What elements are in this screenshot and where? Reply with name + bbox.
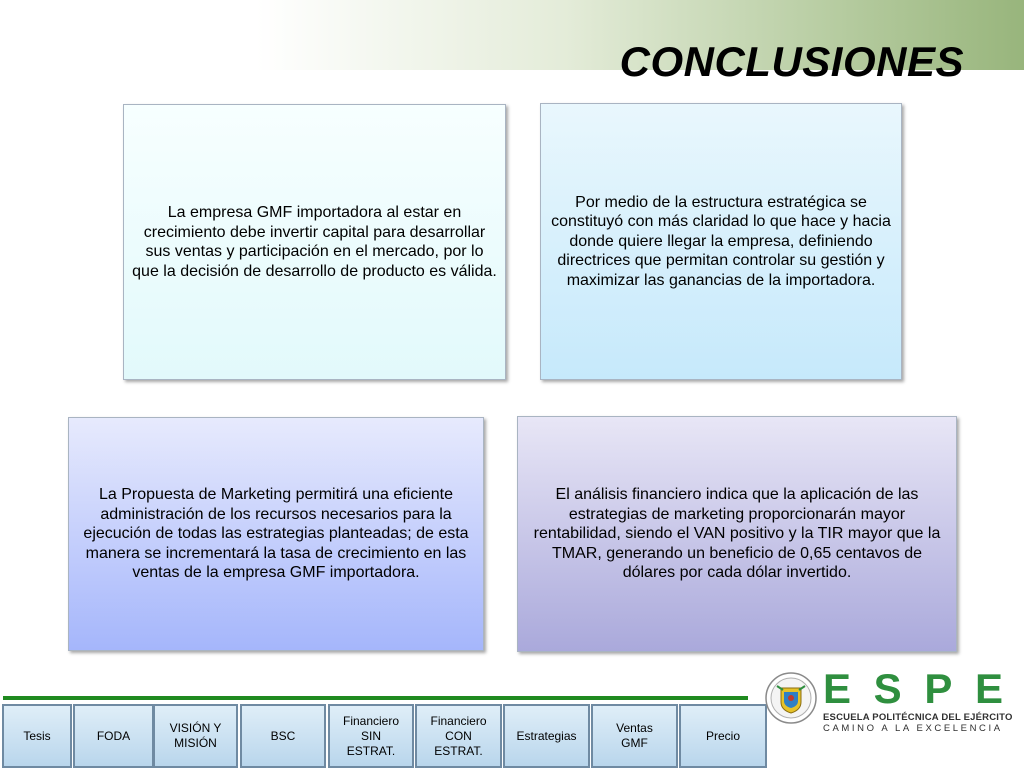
conclusion-box-marketing (68, 417, 484, 651)
espe-wordmark (823, 665, 1003, 712)
espe-letter: P (924, 665, 953, 712)
conclusion-box-strategy (540, 103, 902, 380)
conclusion-text: Por medio de la estructura estratégica se constituyó con más claridad lo que hace y hacia donde quiere llegar la empresa, definiendo directrices que permitan controlar su gestión y maximizar las ganancias de la importadora. (551, 193, 891, 289)
espe-institution-name: ESCUELA POLITÉCNICA DEL EJÉRCITO (823, 712, 1013, 723)
conclusion-box-financial (517, 416, 957, 652)
nav-button-label: Precio (705, 728, 740, 743)
conclusion-text: La Propuesta de Marketing permitirá una eficiente administración de los recursos necesarios para la ejecución de todas las estrategias planteadas; de esta manera se incrementará la tasa de crecimiento en las ventas de la empresa GMF importadora. (83, 486, 469, 582)
nav-button-label: Financiero SIN ESTRAT. (342, 713, 400, 758)
nav-button-precio[interactable] (679, 704, 767, 768)
nav-button-label: Estrategias (516, 728, 577, 743)
espe-letter: E (974, 665, 1003, 712)
nav-button-estrategias[interactable] (503, 704, 590, 768)
espe-letter: E (823, 665, 852, 712)
nav-button-label: Financiero CON ESTRAT. (430, 713, 487, 758)
nav-button-ventas-gmf[interactable] (591, 704, 678, 768)
nav-button-label: BSC (270, 728, 296, 743)
nav-button-label: Ventas GMF (616, 721, 653, 750)
nav-button-vision-mision[interactable] (153, 704, 238, 768)
conclusion-box-growth (123, 104, 506, 380)
espe-logo (765, 665, 1020, 738)
conclusion-text: El análisis financiero indica que la aplicación de las estrategias de marketing proporcionarán mayor rentabilidad, siendo el VAN positivo y la TIR mayor que la TMAR, generando un beneficio de 0,65 centavos de dólares por cada dólar invertido. (533, 486, 941, 582)
nav-button-label: Tesis (23, 728, 51, 743)
espe-seal-icon (765, 672, 817, 724)
espe-motto: CAMINO A LA EXCELENCIA (823, 723, 1003, 734)
espe-letter: S (873, 665, 902, 712)
nav-button-financiero-sin[interactable] (328, 704, 414, 768)
conclusion-text: La empresa GMF importadora al estar en crecimiento debe invertir capital para desarrollar sus ventas y participación en el mercado, por lo que la decisión de desarrollo de producto es válida. (132, 204, 497, 280)
nav-button-label: FODA (96, 728, 131, 743)
footer-divider (3, 696, 748, 700)
nav-button-tesis[interactable] (2, 704, 72, 768)
nav-button-foda[interactable] (73, 704, 154, 768)
nav-button-label: VISIÓN Y MISIÓN (169, 721, 222, 750)
nav-button-bsc[interactable] (240, 704, 326, 768)
nav-button-financiero-con[interactable] (415, 704, 502, 768)
slide-title: CONCLUSIONES (619, 38, 964, 85)
